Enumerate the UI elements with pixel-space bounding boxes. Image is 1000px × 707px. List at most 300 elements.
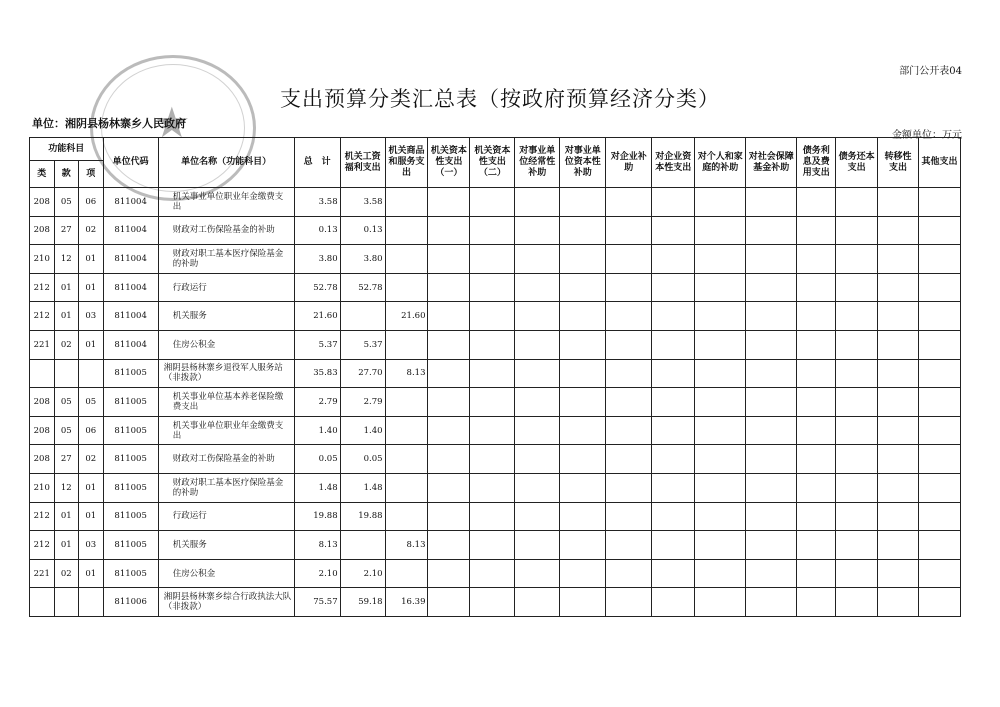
table-row — [30, 473, 961, 502]
header-econ-5: 对事业单位资本性补助 — [560, 138, 606, 188]
cell-econ-13 — [918, 216, 960, 245]
cell-total: 19.88 — [294, 502, 340, 531]
cell-total: 75.57 — [294, 588, 340, 617]
header-total: 总 计 — [294, 138, 340, 188]
cell-total: 0.13 — [294, 216, 340, 245]
cell-econ-1: 8.13 — [385, 359, 428, 388]
cell-econ-1: 16.39 — [385, 588, 428, 617]
cell-kuan: 27 — [54, 216, 79, 245]
cell-econ-13 — [918, 531, 960, 560]
cell-econ-10 — [797, 273, 836, 302]
cell-econ-6 — [606, 473, 652, 502]
cell-kuan: 12 — [54, 245, 79, 274]
cell-econ-4 — [515, 416, 560, 445]
cell-econ-2 — [428, 588, 470, 617]
cell-econ-11 — [836, 216, 878, 245]
cell-econ-1 — [385, 188, 428, 217]
cell-unit-name: 机关事业单位基本养老保险缴费支出 — [158, 388, 294, 417]
cell-unit-name: 机关服务 — [158, 531, 294, 560]
cell-econ-1 — [385, 416, 428, 445]
cell-econ-0: 5.37 — [340, 330, 385, 359]
cell-econ-5 — [560, 273, 606, 302]
cell-econ-8 — [695, 416, 746, 445]
cell-econ-3 — [470, 273, 515, 302]
cell-total: 0.05 — [294, 445, 340, 474]
cell-econ-1 — [385, 559, 428, 588]
cell-econ-13 — [918, 502, 960, 531]
cell-econ-8 — [695, 302, 746, 331]
cell-econ-0: 2.79 — [340, 388, 385, 417]
cell-econ-10 — [797, 445, 836, 474]
cell-econ-2 — [428, 416, 470, 445]
cell-econ-5 — [560, 245, 606, 274]
cell-econ-3 — [470, 216, 515, 245]
cell-econ-2 — [428, 473, 470, 502]
cell-econ-2 — [428, 188, 470, 217]
cell-econ-9 — [746, 502, 797, 531]
cell-econ-12 — [878, 330, 919, 359]
header-econ-10: 债务利息及费用支出 — [797, 138, 836, 188]
cell-unit-name: 行政运行 — [158, 273, 294, 302]
cell-econ-12 — [878, 245, 919, 274]
cell-econ-11 — [836, 473, 878, 502]
cell-econ-11 — [836, 588, 878, 617]
cell-econ-7 — [652, 273, 695, 302]
cell-kuan: 01 — [54, 273, 79, 302]
cell-unit-code: 811004 — [103, 302, 158, 331]
form-number: 部门公开表04 — [899, 66, 962, 77]
cell-econ-11 — [836, 302, 878, 331]
cell-econ-5 — [560, 359, 606, 388]
cell-xiang: 03 — [79, 302, 104, 331]
cell-econ-5 — [560, 330, 606, 359]
cell-econ-3 — [470, 416, 515, 445]
cell-econ-11 — [836, 359, 878, 388]
cell-econ-2 — [428, 502, 470, 531]
cell-econ-9 — [746, 416, 797, 445]
header-econ-6: 对企业补助 — [606, 138, 652, 188]
cell-econ-8 — [695, 330, 746, 359]
cell-econ-11 — [836, 245, 878, 274]
cell-econ-13 — [918, 330, 960, 359]
cell-econ-4 — [515, 531, 560, 560]
header-econ-12: 转移性支出 — [878, 138, 919, 188]
cell-econ-3 — [470, 330, 515, 359]
cell-kuan: 01 — [54, 302, 79, 331]
cell-econ-0 — [340, 531, 385, 560]
cell-unit-name: 行政运行 — [158, 502, 294, 531]
table-row — [30, 559, 961, 588]
header-econ-3: 机关资本性支出（二） — [470, 138, 515, 188]
cell-unit-code: 811005 — [103, 416, 158, 445]
cell-econ-12 — [878, 445, 919, 474]
cell-econ-0: 27.70 — [340, 359, 385, 388]
cell-econ-1 — [385, 216, 428, 245]
cell-unit-code: 811005 — [103, 359, 158, 388]
cell-econ-7 — [652, 445, 695, 474]
cell-econ-9 — [746, 330, 797, 359]
cell-total: 1.40 — [294, 416, 340, 445]
cell-total: 3.58 — [294, 188, 340, 217]
cell-total: 5.37 — [294, 330, 340, 359]
table-row — [30, 188, 961, 217]
cell-econ-8 — [695, 559, 746, 588]
cell-econ-7 — [652, 531, 695, 560]
cell-unit-name: 住房公积金 — [158, 559, 294, 588]
cell-econ-1 — [385, 473, 428, 502]
cell-econ-4 — [515, 445, 560, 474]
cell-total: 21.60 — [294, 302, 340, 331]
cell-econ-9 — [746, 559, 797, 588]
cell-unit-code: 811005 — [103, 388, 158, 417]
cell-econ-1 — [385, 273, 428, 302]
cell-total: 35.83 — [294, 359, 340, 388]
cell-econ-9 — [746, 531, 797, 560]
cell-econ-9 — [746, 588, 797, 617]
header-econ-2: 机关资本性支出（一） — [428, 138, 470, 188]
cell-xiang: 03 — [79, 531, 104, 560]
cell-xiang: 01 — [79, 502, 104, 531]
cell-econ-3 — [470, 473, 515, 502]
cell-econ-0: 59.18 — [340, 588, 385, 617]
cell-econ-5 — [560, 302, 606, 331]
cell-unit-name: 湘阴县杨林寨乡退役军人服务站（非拨款） — [158, 359, 294, 388]
cell-econ-13 — [918, 416, 960, 445]
cell-econ-1: 8.13 — [385, 531, 428, 560]
cell-xiang: 01 — [79, 273, 104, 302]
cell-kuan: 01 — [54, 502, 79, 531]
cell-econ-6 — [606, 445, 652, 474]
cell-unit-code: 811006 — [103, 588, 158, 617]
header-func-subject: 功能科目 — [30, 138, 104, 161]
table-row — [30, 245, 961, 274]
cell-econ-13 — [918, 473, 960, 502]
cell-econ-8 — [695, 188, 746, 217]
cell-econ-4 — [515, 245, 560, 274]
cell-total: 2.79 — [294, 388, 340, 417]
cell-kuan — [54, 588, 79, 617]
cell-lei: 208 — [30, 445, 55, 474]
table-row — [30, 445, 961, 474]
cell-econ-2 — [428, 445, 470, 474]
cell-lei: 212 — [30, 531, 55, 560]
cell-xiang — [79, 588, 104, 617]
cell-econ-10 — [797, 588, 836, 617]
cell-econ-4 — [515, 302, 560, 331]
cell-econ-6 — [606, 188, 652, 217]
cell-econ-6 — [606, 559, 652, 588]
cell-econ-7 — [652, 388, 695, 417]
amount-unit-label: 金额单位：万元 — [892, 130, 962, 141]
cell-econ-0 — [340, 302, 385, 331]
cell-econ-12 — [878, 216, 919, 245]
cell-econ-7 — [652, 188, 695, 217]
cell-kuan: 02 — [54, 559, 79, 588]
cell-econ-7 — [652, 330, 695, 359]
cell-econ-6 — [606, 502, 652, 531]
cell-unit-name: 财政对工伤保险基金的补助 — [158, 445, 294, 474]
cell-econ-2 — [428, 559, 470, 588]
cell-econ-9 — [746, 216, 797, 245]
cell-kuan: 05 — [54, 188, 79, 217]
cell-unit-name: 机关事业单位职业年金缴费支出 — [158, 188, 294, 217]
cell-econ-13 — [918, 559, 960, 588]
cell-lei: 221 — [30, 330, 55, 359]
cell-econ-12 — [878, 473, 919, 502]
cell-econ-5 — [560, 559, 606, 588]
cell-kuan: 01 — [54, 531, 79, 560]
cell-econ-6 — [606, 416, 652, 445]
cell-econ-0: 0.13 — [340, 216, 385, 245]
cell-econ-10 — [797, 216, 836, 245]
cell-econ-1 — [385, 330, 428, 359]
cell-econ-9 — [746, 302, 797, 331]
cell-unit-name: 财政对职工基本医疗保险基金的补助 — [158, 473, 294, 502]
cell-unit-code: 811004 — [103, 188, 158, 217]
header-econ-11: 债务还本支出 — [836, 138, 878, 188]
cell-econ-12 — [878, 588, 919, 617]
cell-econ-5 — [560, 502, 606, 531]
cell-kuan — [54, 359, 79, 388]
cell-kuan: 05 — [54, 388, 79, 417]
cell-econ-5 — [560, 416, 606, 445]
cell-econ-4 — [515, 273, 560, 302]
cell-econ-3 — [470, 502, 515, 531]
cell-econ-6 — [606, 588, 652, 617]
cell-unit-code: 811005 — [103, 502, 158, 531]
cell-econ-4 — [515, 588, 560, 617]
cell-econ-9 — [746, 273, 797, 302]
cell-econ-6 — [606, 388, 652, 417]
cell-econ-9 — [746, 473, 797, 502]
page-title: 支出预算分类汇总表（按政府预算经济分类） — [280, 87, 720, 111]
cell-econ-4 — [515, 330, 560, 359]
cell-econ-8 — [695, 502, 746, 531]
cell-xiang: 06 — [79, 188, 104, 217]
header-unit-code: 单位代码 — [103, 138, 158, 188]
cell-total: 3.80 — [294, 245, 340, 274]
cell-econ-12 — [878, 502, 919, 531]
cell-econ-11 — [836, 416, 878, 445]
cell-lei: 221 — [30, 559, 55, 588]
cell-lei: 212 — [30, 273, 55, 302]
table-body — [30, 188, 961, 617]
cell-total: 52.78 — [294, 273, 340, 302]
cell-econ-7 — [652, 216, 695, 245]
header-econ-13: 其他支出 — [918, 138, 960, 188]
cell-econ-8 — [695, 273, 746, 302]
cell-econ-13 — [918, 188, 960, 217]
cell-econ-6 — [606, 302, 652, 331]
cell-econ-1 — [385, 388, 428, 417]
cell-econ-9 — [746, 188, 797, 217]
table-row — [30, 388, 961, 417]
cell-econ-11 — [836, 531, 878, 560]
cell-unit-code: 811004 — [103, 330, 158, 359]
cell-unit-code: 811004 — [103, 273, 158, 302]
cell-econ-6 — [606, 245, 652, 274]
cell-econ-12 — [878, 388, 919, 417]
cell-unit-code: 811005 — [103, 531, 158, 560]
cell-econ-13 — [918, 302, 960, 331]
header-econ-4: 对事业单位经常性补助 — [515, 138, 560, 188]
cell-econ-12 — [878, 559, 919, 588]
cell-econ-7 — [652, 559, 695, 588]
table-row — [30, 302, 961, 331]
cell-lei: 212 — [30, 502, 55, 531]
cell-econ-13 — [918, 388, 960, 417]
cell-econ-3 — [470, 359, 515, 388]
cell-xiang: 02 — [79, 216, 104, 245]
header-econ-0: 机关工资福利支出 — [340, 138, 385, 188]
cell-econ-8 — [695, 445, 746, 474]
table-row — [30, 588, 961, 617]
cell-kuan: 02 — [54, 330, 79, 359]
table-row — [30, 531, 961, 560]
cell-econ-5 — [560, 445, 606, 474]
cell-econ-3 — [470, 388, 515, 417]
cell-econ-9 — [746, 445, 797, 474]
cell-econ-2 — [428, 245, 470, 274]
header-xiang: 项 — [79, 161, 104, 188]
cell-unit-name: 财政对职工基本医疗保险基金的补助 — [158, 245, 294, 274]
cell-econ-10 — [797, 388, 836, 417]
cell-econ-9 — [746, 245, 797, 274]
cell-unit-name: 财政对工伤保险基金的补助 — [158, 216, 294, 245]
cell-econ-12 — [878, 531, 919, 560]
table-row — [30, 502, 961, 531]
cell-econ-2 — [428, 359, 470, 388]
cell-econ-4 — [515, 216, 560, 245]
cell-econ-7 — [652, 245, 695, 274]
cell-econ-5 — [560, 388, 606, 417]
cell-econ-13 — [918, 588, 960, 617]
cell-econ-3 — [470, 559, 515, 588]
cell-econ-9 — [746, 359, 797, 388]
cell-econ-12 — [878, 416, 919, 445]
cell-econ-0: 3.80 — [340, 245, 385, 274]
header-kuan: 款 — [54, 161, 79, 188]
cell-econ-10 — [797, 302, 836, 331]
cell-econ-5 — [560, 531, 606, 560]
cell-econ-12 — [878, 273, 919, 302]
table-row — [30, 273, 961, 302]
cell-econ-12 — [878, 359, 919, 388]
cell-econ-4 — [515, 559, 560, 588]
cell-econ-2 — [428, 273, 470, 302]
cell-unit-code: 811005 — [103, 473, 158, 502]
cell-lei: 212 — [30, 302, 55, 331]
table-row — [30, 416, 961, 445]
cell-xiang: 05 — [79, 388, 104, 417]
cell-econ-3 — [470, 445, 515, 474]
cell-xiang: 01 — [79, 245, 104, 274]
cell-kuan: 05 — [54, 416, 79, 445]
unit-label: 单位：湘阴县杨林寨乡人民政府 — [32, 117, 186, 130]
cell-lei — [30, 359, 55, 388]
cell-econ-6 — [606, 531, 652, 560]
cell-econ-10 — [797, 502, 836, 531]
cell-econ-10 — [797, 559, 836, 588]
cell-econ-1 — [385, 445, 428, 474]
cell-econ-10 — [797, 359, 836, 388]
cell-econ-0: 1.48 — [340, 473, 385, 502]
cell-econ-11 — [836, 502, 878, 531]
header-econ-1: 机关商品和服务支出 — [385, 138, 428, 188]
cell-econ-6 — [606, 273, 652, 302]
cell-econ-11 — [836, 330, 878, 359]
cell-econ-10 — [797, 473, 836, 502]
cell-total: 8.13 — [294, 531, 340, 560]
cell-unit-name: 机关事业单位职业年金缴费支出 — [158, 416, 294, 445]
cell-econ-2 — [428, 531, 470, 560]
cell-unit-name: 湘阴县杨林寨乡综合行政执法大队（非拨款） — [158, 588, 294, 617]
cell-xiang: 06 — [79, 416, 104, 445]
table-row — [30, 359, 961, 388]
cell-xiang: 02 — [79, 445, 104, 474]
cell-econ-5 — [560, 188, 606, 217]
cell-econ-3 — [470, 531, 515, 560]
header-unit-name: 单位名称（功能科目） — [158, 138, 294, 188]
cell-econ-3 — [470, 188, 515, 217]
cell-unit-name: 住房公积金 — [158, 330, 294, 359]
header-econ-7: 对企业资本性支出 — [652, 138, 695, 188]
cell-econ-4 — [515, 188, 560, 217]
cell-unit-code: 811004 — [103, 216, 158, 245]
cell-econ-10 — [797, 330, 836, 359]
cell-econ-8 — [695, 473, 746, 502]
cell-unit-code: 811005 — [103, 559, 158, 588]
cell-econ-7 — [652, 416, 695, 445]
cell-econ-8 — [695, 245, 746, 274]
cell-xiang: 01 — [79, 330, 104, 359]
cell-econ-3 — [470, 302, 515, 331]
cell-econ-10 — [797, 531, 836, 560]
cell-econ-5 — [560, 473, 606, 502]
cell-lei: 208 — [30, 188, 55, 217]
seal-star-icon: ★ — [153, 98, 191, 147]
cell-econ-1 — [385, 245, 428, 274]
cell-econ-2 — [428, 388, 470, 417]
cell-econ-10 — [797, 416, 836, 445]
cell-lei: 210 — [30, 245, 55, 274]
cell-econ-5 — [560, 588, 606, 617]
cell-econ-5 — [560, 216, 606, 245]
cell-xiang: 01 — [79, 473, 104, 502]
cell-econ-3 — [470, 245, 515, 274]
cell-lei: 208 — [30, 388, 55, 417]
cell-econ-13 — [918, 445, 960, 474]
cell-econ-13 — [918, 273, 960, 302]
table-row — [30, 330, 961, 359]
cell-econ-6 — [606, 359, 652, 388]
cell-econ-8 — [695, 588, 746, 617]
cell-lei: 208 — [30, 216, 55, 245]
cell-econ-4 — [515, 359, 560, 388]
header-econ-9: 对社会保障基金补助 — [746, 138, 797, 188]
cell-econ-11 — [836, 559, 878, 588]
cell-econ-7 — [652, 588, 695, 617]
cell-econ-0: 19.88 — [340, 502, 385, 531]
cell-lei: 208 — [30, 416, 55, 445]
cell-econ-12 — [878, 302, 919, 331]
cell-econ-7 — [652, 473, 695, 502]
cell-econ-2 — [428, 216, 470, 245]
cell-econ-6 — [606, 330, 652, 359]
cell-unit-code: 811004 — [103, 245, 158, 274]
budget-table — [29, 137, 961, 617]
cell-econ-9 — [746, 388, 797, 417]
